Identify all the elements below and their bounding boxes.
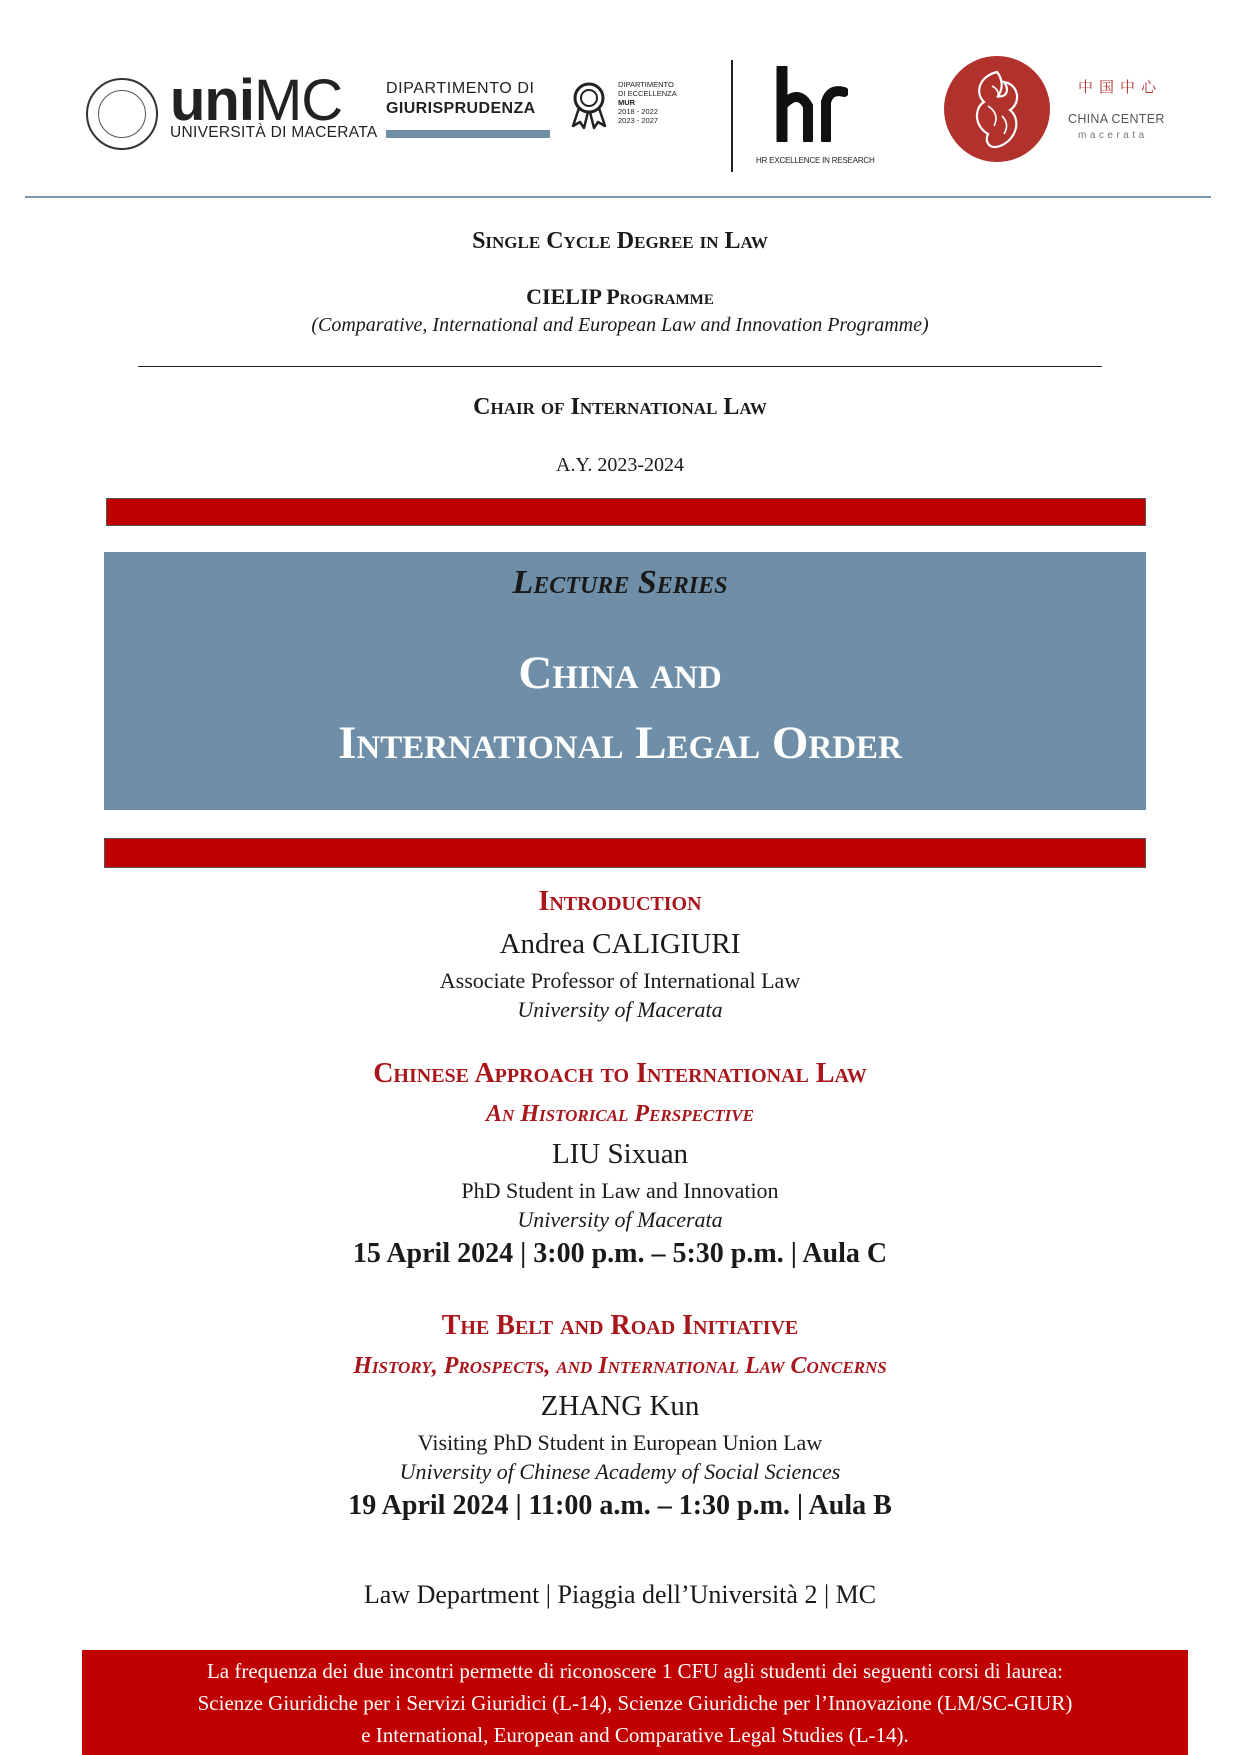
lecture-datetime: 19 April 2024 | 11:00 a.m. – 1:30 p.m. | Aula B <box>348 1490 892 1521</box>
excellence-line: 2023 - 2027 <box>618 116 659 125</box>
programme-full-name: (Comparative, International and European Law and Innovation Programme) <box>311 314 929 336</box>
speaker-role: Associate Professor of International Law <box>439 968 801 993</box>
academic-year: A.Y. 2023-2024 <box>556 454 684 476</box>
footer-line: e International, European and Comparative Legal Studies (L-14). <box>361 1723 909 1747</box>
china-center-name: CHINA CENTER <box>1068 112 1165 126</box>
separator-line <box>138 366 1102 367</box>
department-label-line1: DIPARTIMENTO DI <box>386 80 535 97</box>
venue-address: Law Department | Piaggia dell’Università 2 | MC <box>363 1580 877 1609</box>
banner-title-line1: China and <box>518 647 722 699</box>
excellence-line: 2018 - 2022 <box>618 107 659 116</box>
excellence-line: DI ECCELLENZA <box>618 89 677 98</box>
hr-caption: HR EXCELLENCE IN RESEARCH <box>756 156 875 165</box>
unimc-subtitle: UNIVERSITÀ DI MACERATA <box>170 124 378 141</box>
speaker-name: LIU Sixuan <box>551 1138 689 1170</box>
header-divider <box>731 60 733 172</box>
banner-title-line2: International Legal Order <box>338 717 902 769</box>
footer-line: La frequenza dei due incontri permette di riconoscere 1 CFU agli studenti dei seguenti corsi di laurea: <box>206 1659 1064 1683</box>
section-subheading: History, Prospects, and International Law Concerns <box>353 1353 887 1379</box>
section-heading-introduction: Introduction <box>538 886 702 917</box>
unimc-logo-light: MC <box>253 68 343 133</box>
china-center-chinese: 中国中心 <box>1078 80 1163 96</box>
lecture-datetime: 15 April 2024 | 3:00 p.m. – 5:30 p.m. | Aula C <box>352 1238 888 1269</box>
phoenix-icon <box>944 56 1050 162</box>
china-center-city: macerata <box>1078 130 1148 141</box>
degree-title: Single Cycle Degree in Law <box>472 228 768 254</box>
speaker-name: ZHANG Kun <box>540 1390 700 1422</box>
china-center-emblem-icon <box>944 56 1050 162</box>
university-seal-icon <box>86 78 158 150</box>
unimc-logo-bold: uni <box>170 68 254 133</box>
section-heading-belt-and-road: The Belt and Road Initiative <box>441 1310 799 1341</box>
unimc-logo <box>170 68 343 133</box>
programme-name: CIELIP Programme <box>526 284 714 309</box>
header-rule <box>25 196 1211 198</box>
department-underline <box>386 130 550 138</box>
speaker-affiliation: University of Macerata <box>517 997 723 1022</box>
chair-title: Chair of International Law <box>473 394 767 420</box>
lecture-series-label: Lecture Series <box>512 564 728 601</box>
speaker-role: PhD Student in Law and Innovation <box>461 1178 779 1203</box>
speaker-name: Andrea CALIGIURI <box>499 928 741 960</box>
section-subheading: An Historical Perspective <box>486 1101 754 1127</box>
red-bar-top <box>106 498 1146 526</box>
excellence-line: DIPARTIMENTO <box>618 80 674 89</box>
section-heading-chinese-approach: Chinese Approach to International Law <box>373 1058 867 1089</box>
department-label-line2: GIURISPRUDENZA <box>386 100 536 117</box>
excellence-line: MUR <box>618 98 636 107</box>
excellence-text <box>618 80 677 125</box>
excellence-medal-icon <box>566 80 612 130</box>
hr-excellence-logo-icon <box>776 66 848 142</box>
speaker-role: Visiting PhD Student in European Union Law <box>417 1430 823 1455</box>
red-bar-bottom <box>104 838 1146 868</box>
speaker-affiliation: University of Chinese Academy of Social Sciences <box>399 1459 841 1484</box>
footer-line: Scienze Giuridiche per i Servizi Giuridici (L-14), Scienze Giuridiche per l’Innovazione (LM/SC-GIUR) <box>197 1691 1073 1715</box>
speaker-affiliation: University of Macerata <box>517 1207 723 1232</box>
